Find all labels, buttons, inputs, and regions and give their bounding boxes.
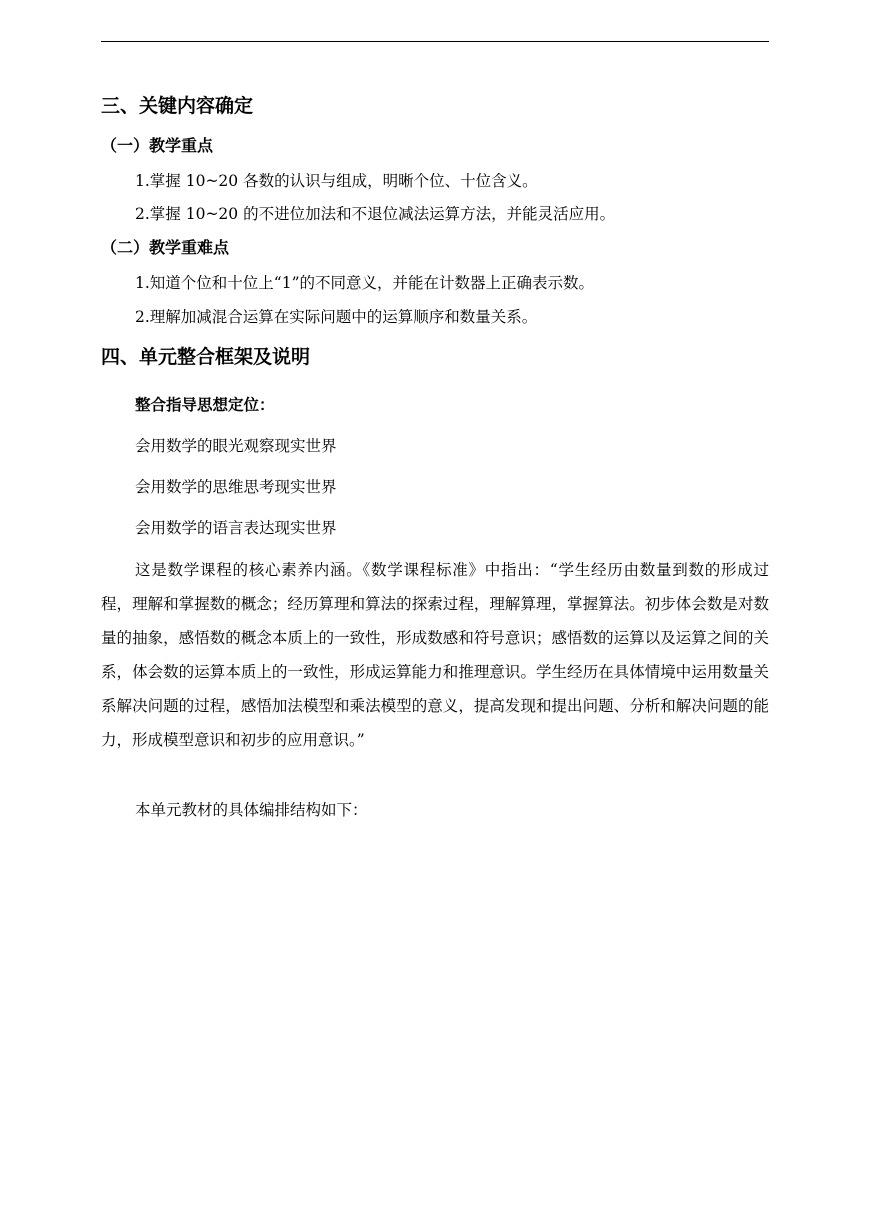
teaching-difficulty-item-1: 1.知道个位和十位上“1”的不同意义，并能在计数器上正确表示数。	[135, 274, 595, 292]
guide-line-3: 会用数学的语言表达现实世界	[135, 519, 337, 537]
teaching-difficulty-item-2: 2.理解加减混合运算在实际问题中的运算顺序和数量关系。	[135, 308, 538, 326]
teaching-focus-item-2: 2.掌握 10~20 的不进位加法和不退位减法运算方法，并能灵活应用。	[135, 205, 616, 223]
guide-line-2: 会用数学的思维思考现实世界	[135, 478, 337, 496]
core-literacy-paragraph: 这是数学课程的核心素养内涵。《数学课程标准》中指出：“学生经历由数量到数的形成过程，理解和掌握数的概念；经历算理和算法的探索过程，理解算理，掌握算法。初步体会数是对数量的抽象，感悟数的概念本质上的一致性，形成数感和符号意识；感悟数的运算以及运算之间的关系，体会数的运算本质上的一致性，形成运算能力和推理意识。学生经历在具体情境中运用数量关系解决问题的过程，感悟加法模型和乘法模型的意义，提高发现和提出问题、分析和解决问题的能力，形成模型意识和初步的应用意识。”	[101, 561, 769, 749]
page-header-rule	[101, 41, 769, 42]
guide-label: 整合指导思想定位：	[135, 396, 275, 414]
section-3-title: 三、关键内容确定	[101, 95, 254, 117]
teaching-focus-heading: （一）教学重点	[101, 136, 214, 155]
teaching-difficulty-heading: （二）教学重难点	[101, 238, 230, 257]
structure-intro: 本单元教材的具体编排结构如下：	[135, 801, 368, 819]
teaching-focus-item-1: 1.掌握 10~20 各数的认识与组成，明晰个位、十位含义。	[135, 172, 538, 190]
guide-line-1: 会用数学的眼光观察现实世界	[135, 437, 337, 455]
section-4-title: 四、单元整合框架及说明	[101, 346, 311, 368]
